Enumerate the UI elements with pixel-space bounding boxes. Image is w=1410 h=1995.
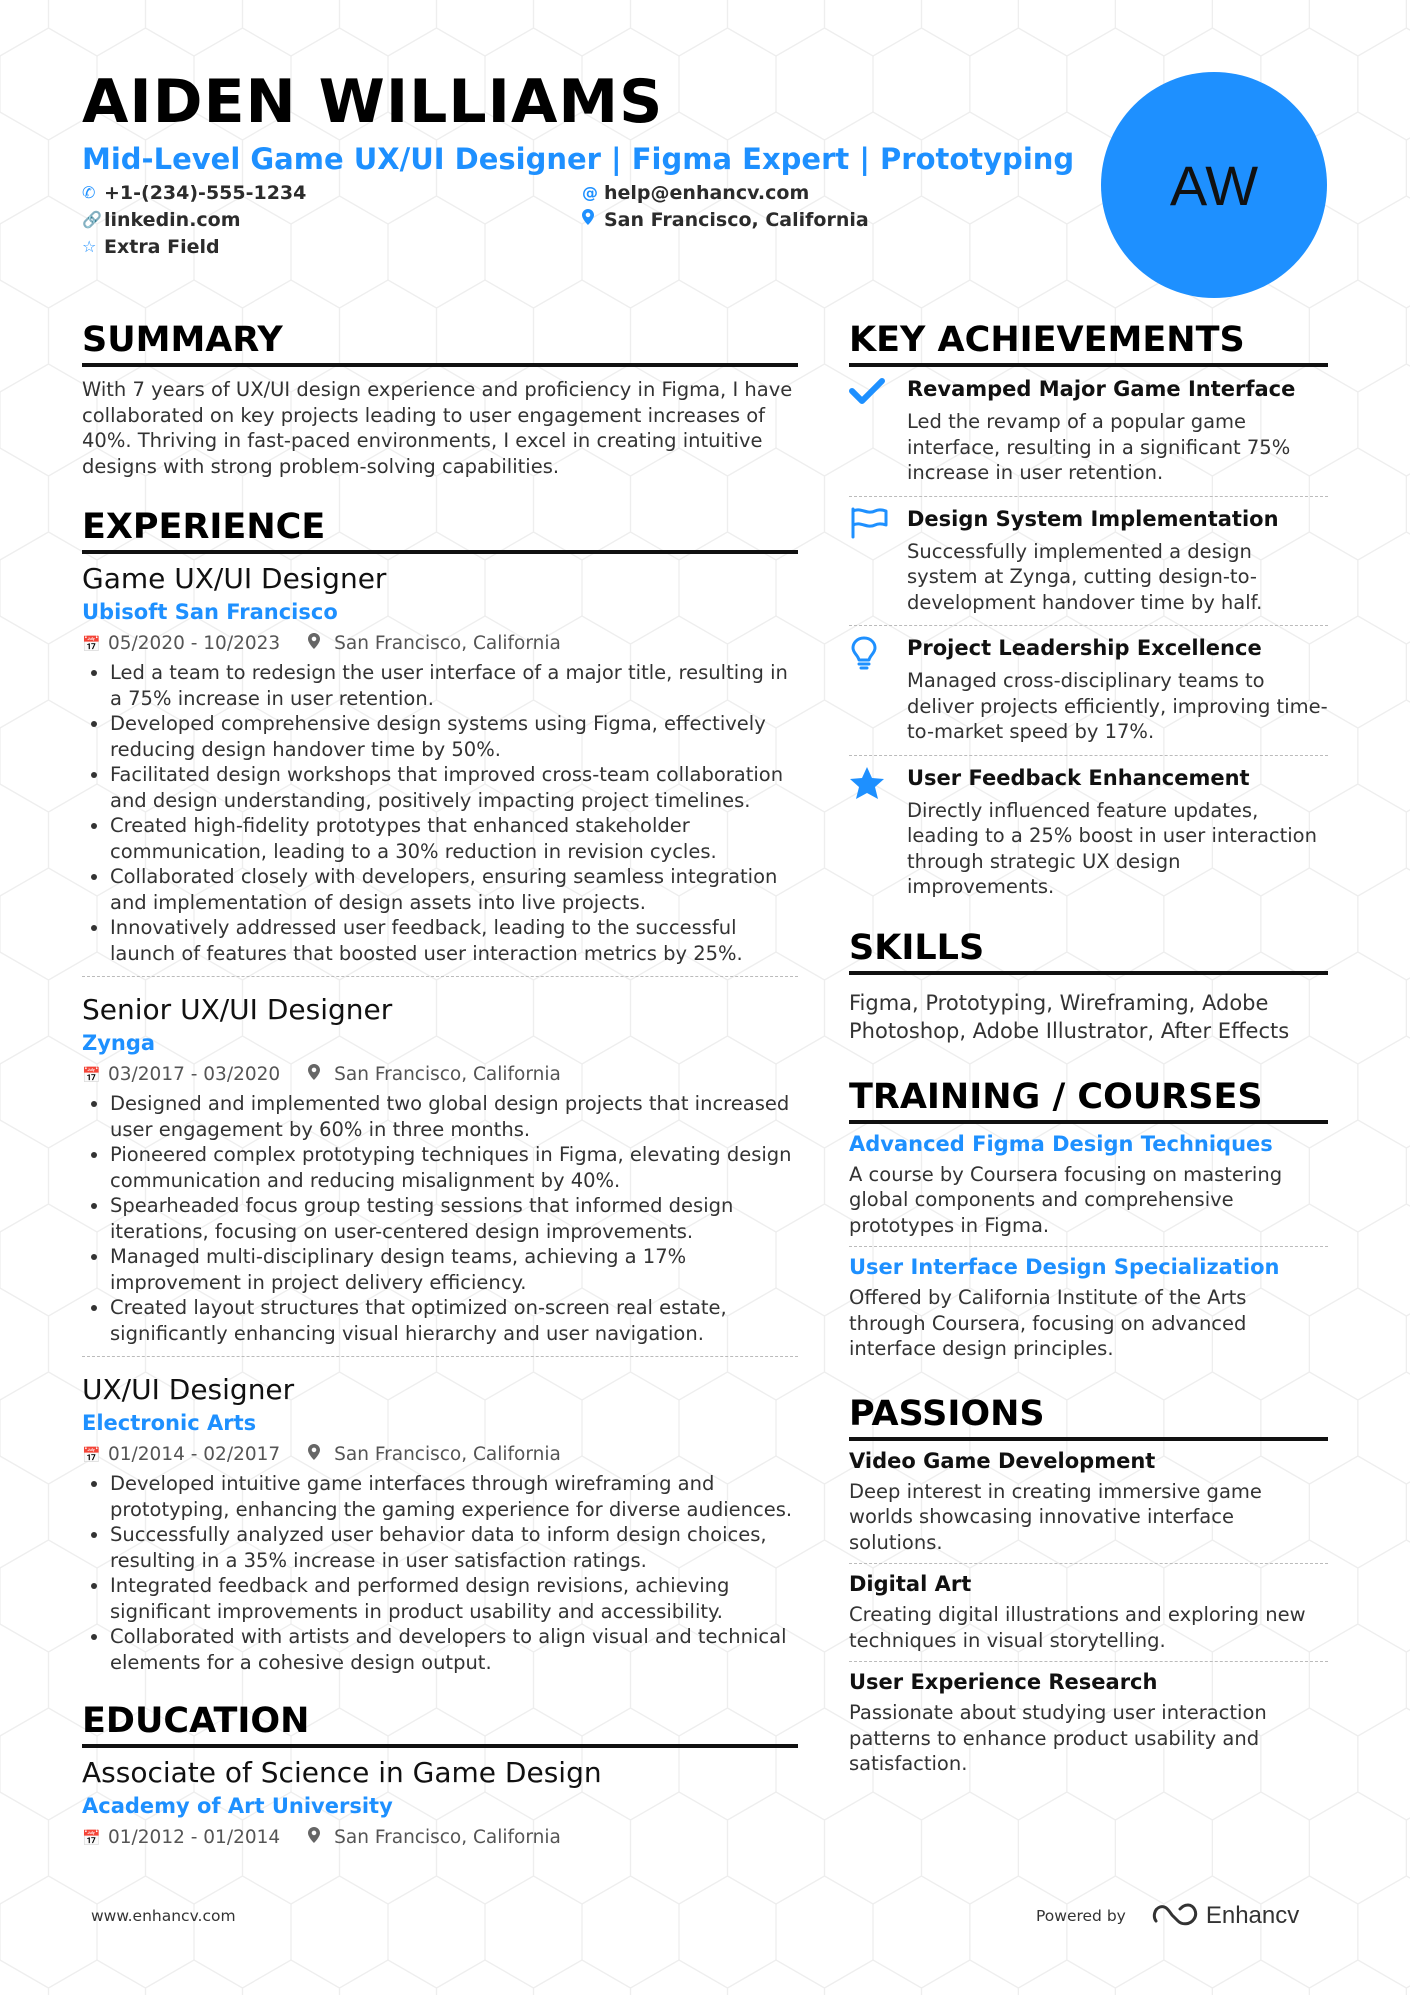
achievements-section xyxy=(849,318,1328,910)
job-role: Senior UX/UI Designer xyxy=(82,993,393,1026)
course-title: User Interface Design Specialization xyxy=(849,1255,1280,1279)
job-location: San Francisco, California xyxy=(334,1444,561,1465)
job-location: San Francisco, California xyxy=(334,1064,561,1085)
passion-item xyxy=(849,1563,1328,1661)
achievement-desc: Managed cross-disciplinary teams to deliver projects efficiently, improving time-to-market speed by 17%. xyxy=(907,669,1328,743)
footer-website[interactable]: www.enhancv.com xyxy=(91,1907,236,1925)
summary-title: SUMMARY xyxy=(82,318,798,367)
job-dates: 05/2020 - 10/2023 xyxy=(108,633,281,654)
achievement-title: Design System Implementation xyxy=(907,506,1279,531)
lightbulb-icon xyxy=(849,634,907,745)
job-meta xyxy=(82,630,798,658)
footer-branding xyxy=(1036,1901,1299,1931)
job-bullet: • Integrated feedback and performed design revisions, achieving significant improvements in product usability and accessibility. xyxy=(110,1573,798,1624)
map-pin-icon xyxy=(308,1061,334,1089)
right-column xyxy=(849,318,1328,1785)
education-section xyxy=(82,1699,798,1862)
education-meta xyxy=(82,1824,798,1852)
job-entry xyxy=(82,560,798,976)
email-text: help@enhancv.com xyxy=(604,182,810,204)
achievement-desc: Directly influenced feature updates, leading to a 25% boost in user interaction through strategic UX design improvements. xyxy=(907,798,1317,898)
passion-desc: Deep interest in creating immersive game worlds showcasing innovative interface solutions. xyxy=(849,1479,1262,1554)
skills-section xyxy=(849,926,1328,1045)
achievement-item xyxy=(849,367,1328,496)
job-bullet: • Innovatively addressed user feedback, leading to the successful launch of features that boosted user interaction metrics by 25%. xyxy=(110,915,798,966)
passion-desc: Creating digital illustrations and exploring new techniques in visual storytelling. xyxy=(849,1603,1306,1652)
passion-item xyxy=(849,1661,1328,1785)
achievement-item xyxy=(849,755,1328,910)
job-company: Ubisoft San Francisco xyxy=(82,600,338,624)
left-column xyxy=(82,318,798,1862)
summary-section xyxy=(82,318,798,479)
map-pin-icon xyxy=(308,630,334,658)
job-bullet: • Pioneered complex prototyping techniques in Figma, elevating design communication and reducing misalignment by 40%. xyxy=(110,1142,798,1193)
passions-section xyxy=(849,1392,1328,1785)
job-bullets xyxy=(82,660,798,966)
job-bullets xyxy=(82,1471,798,1675)
job-bullet: • Created high-fidelity prototypes that enhanced stakeholder communication, leading to a 30% reduction in revision cycles. xyxy=(110,813,798,864)
job-role: UX/UI Designer xyxy=(82,1373,295,1406)
job-bullet: • Collaborated with artists and developers to align visual and technical elements for a cohesive design output. xyxy=(110,1624,798,1675)
job-bullet: • Successfully analyzed user behavior data to inform design choices, resulting in a 35% increase in user satisfaction ratings. xyxy=(110,1522,798,1573)
contact-extra-field xyxy=(82,234,220,260)
calendar-icon: 📅 xyxy=(82,1829,101,1847)
job-bullet: • Created layout structures that optimized on-screen real estate, significantly enhancing visual hierarchy and user navigation. xyxy=(110,1295,798,1346)
skills-title: SKILLS xyxy=(849,926,1328,975)
calendar-icon: 📅 xyxy=(82,1066,101,1084)
passion-desc: Passionate about studying user interaction patterns to enhance product usability and satisfaction. xyxy=(849,1701,1267,1775)
course-item xyxy=(849,1246,1328,1370)
checkmark-icon xyxy=(849,375,907,486)
passion-item xyxy=(849,1441,1328,1564)
star-icon xyxy=(849,764,907,900)
passion-title: User Experience Research xyxy=(849,1670,1158,1694)
training-title: TRAINING / COURSES xyxy=(849,1075,1328,1124)
contact-linkedin[interactable] xyxy=(82,207,241,233)
education-location: San Francisco, California xyxy=(334,1827,561,1848)
achievement-title: User Feedback Enhancement xyxy=(907,765,1250,790)
job-role: Game UX/UI Designer xyxy=(82,562,387,595)
experience-section xyxy=(82,505,798,1685)
phone-text: +1-(234)-555-1234 xyxy=(104,182,307,204)
training-section xyxy=(849,1075,1328,1370)
achievement-title: Project Leadership Excellence xyxy=(907,636,1262,660)
linkedin-text: linkedin.com xyxy=(104,209,241,231)
enhancv-logo-icon xyxy=(1152,1901,1198,1931)
job-bullet: • Developed comprehensive design systems using Figma, effectively reducing design handover time by 50%. xyxy=(110,711,798,762)
candidate-name: AIDEN WILLIAMS xyxy=(82,67,664,137)
achievement-item xyxy=(849,496,1328,626)
map-pin-icon xyxy=(308,1441,334,1469)
job-bullet: • Spearheaded focus group testing sessions that informed design iterations, focusing on user-centered design improvements. xyxy=(110,1193,798,1244)
course-desc: A course by Coursera focusing on mastering global components and comprehensive prototypes in Figma. xyxy=(849,1162,1283,1237)
map-pin-icon xyxy=(582,207,604,233)
candidate-headline: Mid-Level Game UX/UI Designer | Figma Expert | Prototyping xyxy=(82,142,1075,176)
course-title: Advanced Figma Design Techniques xyxy=(849,1131,1273,1156)
job-meta xyxy=(82,1061,798,1089)
powered-by-text: Powered by xyxy=(1036,1907,1126,1925)
course-item xyxy=(849,1124,1328,1247)
location-text: San Francisco, California xyxy=(604,209,869,231)
summary-text: With 7 years of UX/UI design experience and proficiency in Figma, I have collaborated on key projects leading to user engagement increases of 40%. Thriving in fast-paced environments, I excel in creating intuitive designs with strong problem-solving capabilities. xyxy=(82,378,793,478)
job-bullet: • Designed and implemented two global design projects that increased user engagement by 60% in three months. xyxy=(110,1091,798,1142)
contact-location xyxy=(582,207,869,233)
education-entry xyxy=(82,1754,798,1862)
job-bullets xyxy=(82,1091,798,1346)
job-meta xyxy=(82,1441,798,1469)
job-bullet: • Collaborated closely with developers, ensuring seamless integration and implementation of design assets into live projects. xyxy=(110,864,798,915)
phone-icon: ✆ xyxy=(82,183,96,202)
achievement-desc: Led the revamp of a popular game interface, resulting in a significant 75% increase in user retention. xyxy=(907,410,1291,484)
job-entry xyxy=(82,1356,798,1685)
avatar-initials: AW xyxy=(1169,153,1259,217)
passion-title: Video Game Development xyxy=(849,1448,1156,1473)
education-school: Academy of Art University xyxy=(82,1794,393,1818)
achievement-item xyxy=(849,625,1328,755)
link-icon: 🔗 xyxy=(82,210,102,229)
calendar-icon: 📅 xyxy=(82,635,101,653)
job-location: San Francisco, California xyxy=(334,633,561,654)
calendar-icon: 📅 xyxy=(82,1446,101,1464)
passion-title: Digital Art xyxy=(849,1572,972,1596)
job-dates: 03/2017 - 03/2020 xyxy=(108,1064,281,1085)
passions-title: PASSIONS xyxy=(849,1392,1328,1441)
brand-name: Enhancv xyxy=(1205,1902,1300,1929)
job-bullet: • Managed multi-disciplinary design teams, achieving a 17% improvement in project delivery efficiency. xyxy=(110,1244,798,1295)
job-bullet: • Developed intuitive game interfaces through wireframing and prototyping, enhancing the gaming experience for diverse audiences. xyxy=(110,1471,798,1522)
job-dates: 01/2014 - 02/2017 xyxy=(108,1444,281,1465)
achievement-title: Revamped Major Game Interface xyxy=(907,377,1296,401)
achievements-title: KEY ACHIEVEMENTS xyxy=(849,318,1328,367)
job-bullet: • Facilitated design workshops that improved cross-team collaboration and design understanding, positively impacting project timelines. xyxy=(110,762,798,813)
achievement-desc: Successfully implemented a design system at Zynga, cutting design-to-development handover time by half. xyxy=(907,539,1263,614)
contact-phone[interactable] xyxy=(82,180,306,206)
extra-field-text: Extra Field xyxy=(104,236,220,258)
job-company: Zynga xyxy=(82,1031,156,1055)
flag-icon xyxy=(849,505,907,616)
map-pin-icon xyxy=(308,1824,334,1852)
education-degree: Associate of Science in Game Design xyxy=(82,1756,602,1789)
star-outline-icon: ☆ xyxy=(82,237,97,256)
job-entry xyxy=(82,976,798,1356)
education-dates: 01/2012 - 01/2014 xyxy=(108,1827,281,1848)
course-desc: Offered by California Institute of the Arts through Coursera, focusing on advanced interface design principles. xyxy=(849,1286,1247,1360)
experience-title: EXPERIENCE xyxy=(82,505,798,554)
job-bullet: • Led a team to redesign the user interface of a major title, resulting in a 75% increase in user retention. xyxy=(110,660,798,711)
contact-email[interactable] xyxy=(582,180,809,206)
at-icon: @ xyxy=(582,183,598,202)
job-company: Electronic Arts xyxy=(82,1411,257,1435)
skills-text: Figma, Prototyping, Wireframing, Adobe Photoshop, Adobe Illustrator, After Effects xyxy=(849,990,1290,1043)
avatar xyxy=(1101,72,1327,298)
education-title: EDUCATION xyxy=(82,1699,798,1748)
